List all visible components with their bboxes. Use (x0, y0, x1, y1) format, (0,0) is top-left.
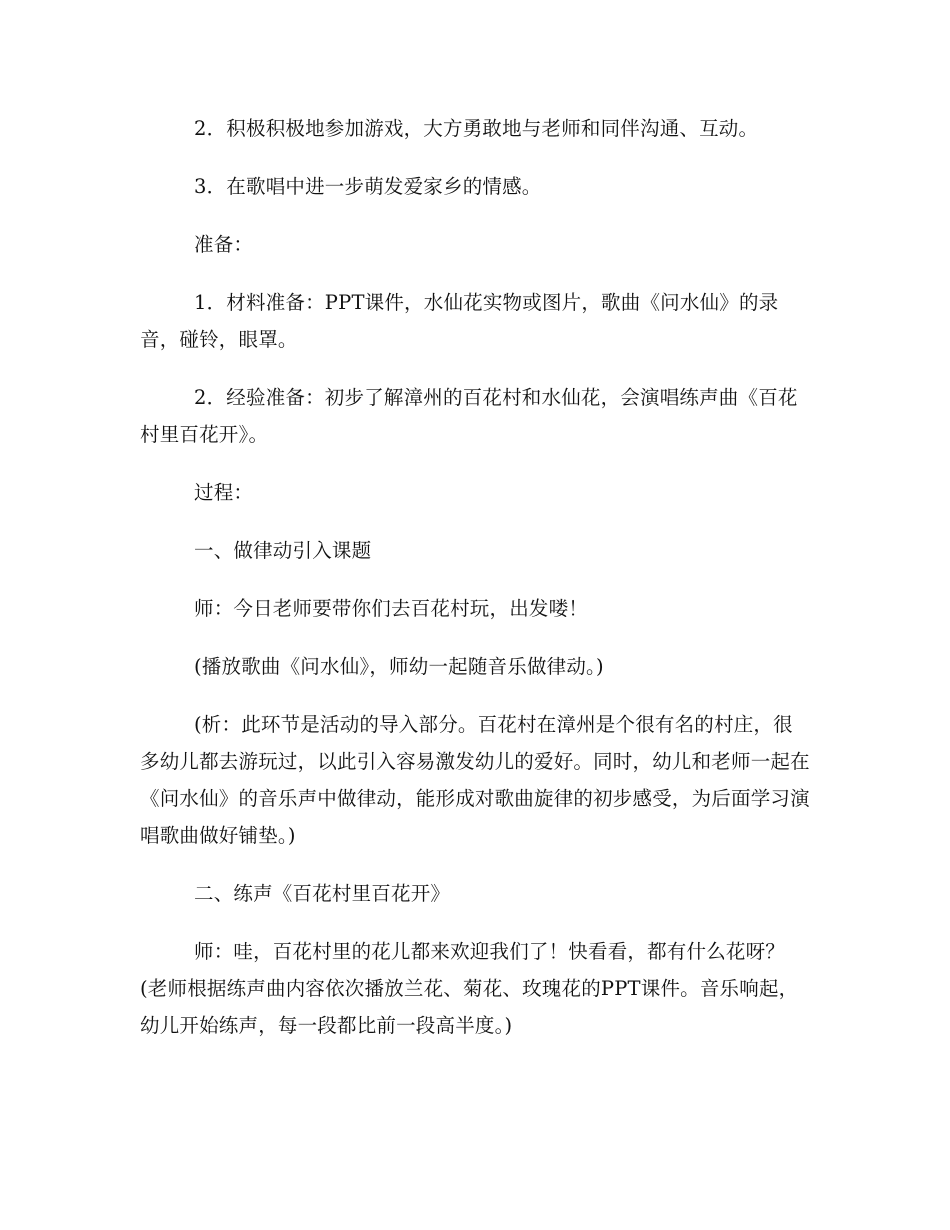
section-heading-process: 过程： (194, 481, 254, 504)
analysis-note-1: (析：此环节是活动的导入部分。百花村在漳州是个很有名的村庄，很多幼儿都去游玩过，以此引入容易激发幼儿的爱好。同时，幼儿和老师一起在《问水仙》的音乐声中做律动，能形成对歌曲旋律的初步感受，为后面学习演唱歌曲做好铺垫。) (140, 713, 810, 847)
process-step-2-heading: 二、练声《百花村里百花开》 (194, 882, 451, 905)
section-heading-preparation: 准备： (194, 233, 254, 256)
preparation-item-2: 2．经验准备：初步了解漳州的百花村和水仙花，会演唱练声曲《百花村里百花开》。 (140, 386, 798, 446)
preparation-item-1: 1．材料准备：PPT课件，水仙花实物或图片，歌曲《问水仙》的录音，碰铃，眼罩。 (140, 291, 779, 351)
teacher-line-2: 师：哇，百花村里的花儿都来欢迎我们了！快看看，都有什么花呀？(老师根据练声曲内容依次播放兰花、菊花、玫瑰花的PPT课件。音乐响起，幼儿开始练声，每一段都比前一段高半度。) (140, 940, 799, 1037)
goal-item-3: 3．在歌唱中进一步萌发爱家乡的情感。 (194, 175, 542, 198)
document-body (140, 110, 810, 1065)
goal-item-2: 2．积极积极地参加游戏，大方勇敢地与老师和同伴沟通、互动。 (194, 117, 759, 140)
process-step-1-heading: 一、做律动引入课题 (194, 539, 372, 562)
teacher-line-1: 师：今日老师要带你们去百花村玩，出发喽！ (194, 597, 589, 620)
stage-direction-1: (播放歌曲《问水仙》，师幼一起随音乐做律动。) (194, 655, 604, 678)
